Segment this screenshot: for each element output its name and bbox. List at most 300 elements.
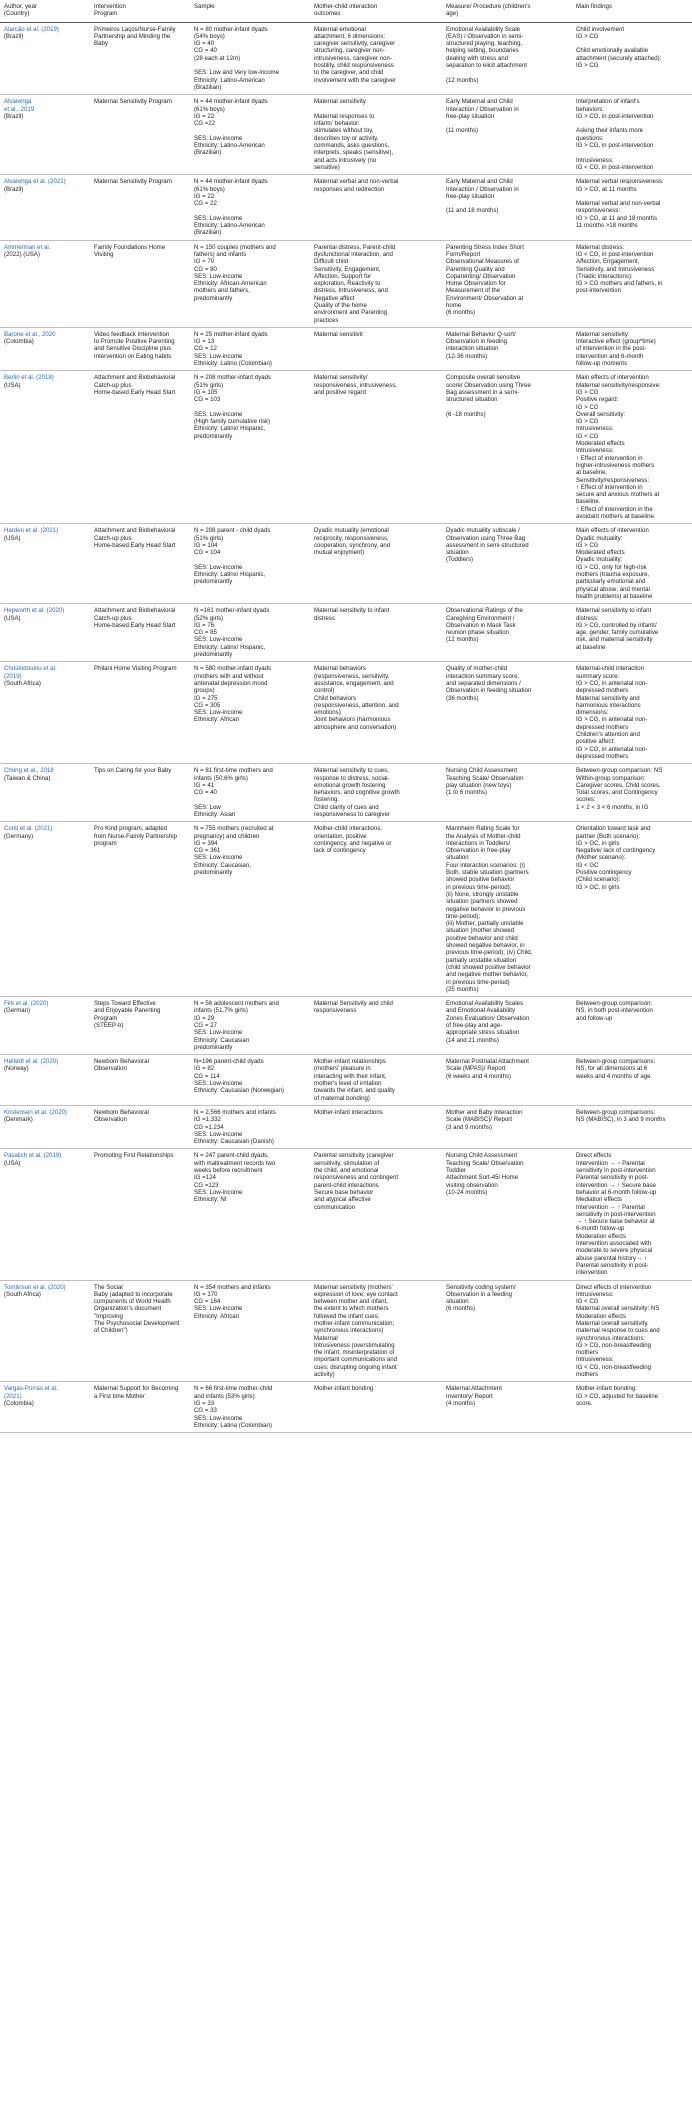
outcomes-cell: [310, 524, 442, 604]
sample-line: IG = 33: [194, 1399, 215, 1407]
author-link[interactable]: Vargas-Porras et al.: [4, 1385, 58, 1393]
sample-line: IG = 13: [194, 338, 215, 346]
outcomes-line: Maternal emotional: [314, 25, 366, 33]
findings-line: Overall sensitivity:: [576, 410, 626, 418]
measure-line: previous time-period); (iv) Child,: [446, 949, 533, 957]
table-row: [0, 371, 692, 524]
author-link[interactable]: et al., 2019: [4, 105, 36, 113]
findings-cell: [572, 764, 692, 822]
country-label: (Germany): [4, 832, 34, 840]
findings-cell: [572, 604, 692, 662]
outcomes-line: response to distress, social-: [314, 774, 390, 782]
sample-line: [194, 404, 306, 411]
sample-line: SES: Low-income: [194, 1080, 243, 1088]
outcomes-line: distress, Intrusiveness, and: [314, 287, 388, 295]
measure-line: home: [446, 301, 462, 309]
author-link[interactable]: Berlin et al. (2018): [4, 374, 54, 382]
sample-line: CG = 305: [194, 701, 221, 709]
findings-line: Maternal-child interaction: [576, 665, 645, 673]
sample-line: SES: Low-income: [194, 272, 243, 280]
measure-line: [446, 404, 568, 411]
outcomes-line: Secure base behavior: [314, 1188, 374, 1196]
sample-line: Ethnicity: Latina (Colombian): [194, 1421, 272, 1429]
findings-line: IG > CG: [576, 388, 599, 396]
measure-line: in previous time-period);: [446, 883, 512, 891]
findings-line: IG > CG: [576, 541, 599, 549]
findings-line: Dyadic mutuality:: [576, 556, 623, 564]
program-line: Program: [94, 1014, 118, 1022]
sample-line: SES: Low-income: [194, 410, 243, 418]
findings-line: Main effects of intervention: [576, 527, 649, 535]
author-link[interactable]: (2021): [4, 1392, 22, 1400]
findings-line: IG > GC, in girls: [576, 839, 620, 847]
outcomes-line: Maternal Sensitivity and child: [314, 1000, 393, 1008]
outcomes-line: Maternal sensitivity to cues,: [314, 767, 389, 775]
sample-line: CG = 85: [194, 629, 217, 637]
sample-line: (mothers with and without: [194, 672, 264, 680]
measure-line: Scale (MABISC)/ Report: [446, 1116, 513, 1124]
sample-cell: [190, 524, 310, 604]
sample-line: Ethnicity: NI: [194, 1196, 227, 1204]
author-link[interactable]: Ammerman et al.: [4, 243, 51, 251]
sample-line: CG = 80: [194, 265, 217, 273]
sample-line: N = 44 mother-infant dyads: [194, 178, 268, 186]
findings-line: physical abuse, and mental: [576, 585, 650, 593]
measure-line: situation: [446, 1298, 469, 1306]
sample-line: SES: Low-income: [194, 1188, 243, 1196]
author-link[interactable]: Alvarenga et al. (2021): [4, 178, 66, 186]
program-cell: [90, 997, 190, 1055]
sample-line: (Brazilian): [194, 149, 222, 157]
sample-line: N = 208 mother-infant dyads: [194, 374, 272, 382]
findings-line: (Child scenario):: [576, 876, 621, 884]
program-line: Partnership and Minding the: [94, 32, 171, 40]
measure-cell: [442, 327, 572, 370]
sample-line: (61% boys): [194, 105, 225, 113]
measure-line: Observation in feeding: [446, 338, 507, 346]
findings-line: ↑ Effect of intervention in the: [576, 505, 653, 513]
measure-line: situation (mother showed: [446, 927, 515, 935]
sample-line: (51% girls): [194, 534, 224, 542]
sample-line: predominantly: [194, 294, 233, 302]
findings-line: Intrusiveness:: [576, 1356, 614, 1364]
findings-line: Maternal verbal responsiveness:: [576, 178, 664, 186]
sample-line: N = 66 first-time mother-child: [194, 1385, 273, 1393]
outcomes-line: the extent to which mothers: [314, 1305, 389, 1313]
findings-line: IG > CG, at 11 and 18 months: [576, 214, 658, 222]
program-line: Attachment and Biobehavioral: [94, 374, 176, 382]
sample-line: SES: Low-income: [194, 636, 243, 644]
outcomes-line: emotions): [314, 709, 341, 717]
sample-line: [194, 207, 306, 214]
findings-line: Total scores, and Contingency: [576, 789, 658, 797]
author-cell: [0, 604, 90, 662]
findings-line: 6-month follow-up: [576, 1225, 625, 1233]
outcomes-line: environment and Parenting: [314, 309, 388, 317]
measure-line: Emotional Availability Scale: [446, 25, 521, 33]
sample-line: (51% girls): [194, 381, 224, 389]
measure-line: (iii) Mother, partially unstable: [446, 920, 524, 928]
findings-line: NS, for all dimensions at 6: [576, 1065, 648, 1073]
findings-cell: [572, 1280, 692, 1382]
program-line: and Enjoyable Parenting: [94, 1007, 161, 1015]
outcomes-line: commands, asks questions,: [314, 142, 390, 150]
sample-cell: [190, 1382, 310, 1433]
program-line: Organization's document: [94, 1305, 162, 1313]
measure-line: Quality of mother-child: [446, 665, 507, 673]
findings-cell: [572, 1149, 692, 1280]
author-link[interactable]: Barone et al., 2020: [4, 330, 56, 338]
measure-line: Observation in Mask Task: [446, 621, 516, 629]
sample-line: and infants (53% girls): [194, 1392, 255, 1400]
author-year-header: [0, 0, 90, 22]
findings-line: [576, 120, 688, 127]
table-row: [0, 997, 692, 1055]
findings-line: Intervention associated with: [576, 1240, 652, 1248]
sample-line: N = 580 mother-infant dyads: [194, 665, 272, 673]
findings-line: IG < CG, in post-intervention: [576, 250, 654, 258]
author-link[interactable]: Tomlinson et al. (2020): [4, 1283, 66, 1291]
program-line: Maternal Sensitivity Program: [94, 178, 172, 186]
measure-line: [446, 69, 568, 76]
measure-line: free-play situation: [446, 192, 495, 200]
findings-line: IG > CG: [576, 32, 599, 40]
outcomes-line: Mother-infant relationships: [314, 1058, 386, 1066]
sample-cell: [190, 1149, 310, 1280]
sample-line: N = 44 mother-infant dyads: [194, 98, 268, 106]
findings-line: Orientation toward task and: [576, 825, 651, 833]
program-cell: [90, 764, 190, 822]
measure-line: situation: [446, 854, 469, 862]
measure-line: Both, stable situation (partners: [446, 869, 529, 877]
measure-line: Environment/ Observation at: [446, 294, 524, 302]
program-cell: [90, 327, 190, 370]
sample-line: (Brazilian): [194, 83, 222, 91]
findings-line: Interpretation of infant's: [576, 98, 640, 106]
author-link[interactable]: Hepworth et al. (2020): [4, 607, 65, 615]
measure-line: (6 months): [446, 309, 476, 317]
header-line: outcomes: [314, 10, 341, 18]
header-line: Program: [94, 10, 118, 18]
sample-line: IG = 29: [194, 1014, 215, 1022]
measure-line: Nursing Child Assessment: [446, 767, 518, 775]
author-link[interactable]: (2019): [4, 672, 22, 680]
table-row: [0, 95, 692, 175]
sample-line: CG = 361: [194, 847, 221, 855]
program-line: "Improving: [94, 1312, 123, 1320]
author-cell: [0, 240, 90, 327]
table-row: [0, 1105, 692, 1148]
outcomes-line: sensitive): [314, 163, 340, 171]
sample-line: IG = 105: [194, 388, 218, 396]
country-label: (USA): [4, 381, 21, 389]
outcomes-line: Quality of the home: [314, 301, 367, 309]
measure-line: (1 to 6 months): [446, 789, 487, 797]
findings-line: weeks and 4 months of age: [576, 1072, 651, 1080]
findings-line: dimensions:: [576, 709, 609, 717]
sample-line: [194, 62, 306, 69]
header-line: Intervention: [94, 3, 126, 10]
measure-line: [446, 200, 568, 207]
findings-line: IG > CG, only for high-risk: [576, 563, 647, 571]
author-cell: [0, 1149, 90, 1280]
measure-cell: [442, 764, 572, 822]
findings-line: avoidant mothers at baseline.: [576, 513, 656, 520]
author-cell: [0, 822, 90, 997]
sample-line: N = 755 mothers (recruited at: [194, 825, 274, 833]
findings-line: Maternal verbal and non-verbal: [576, 200, 661, 208]
program-cell: [90, 1382, 190, 1433]
country-label: (Norway): [4, 1065, 29, 1073]
author-cell: [0, 524, 90, 604]
outcomes-line: responsiveness and contingent: [314, 1174, 399, 1182]
measure-cell: [442, 1055, 572, 1106]
sample-line: Ethnicity: Latino-American: [194, 142, 265, 150]
findings-line: sensitivity in post-intervention: [576, 1210, 656, 1218]
findings-line: Negative/ lack of contingency: [576, 847, 656, 855]
program-cell: [90, 1105, 190, 1148]
program-line: Philani Home Visiting Program: [94, 665, 177, 673]
outcomes-line: practices: [314, 316, 339, 324]
measure-line: (11 months): [446, 127, 479, 135]
outcomes-line: responses and redirection: [314, 185, 385, 193]
outcomes-cell: [310, 1280, 442, 1382]
measure-line: (6 -18 months): [446, 410, 486, 418]
measure-line: Home Observation for: [446, 280, 506, 288]
findings-line: Child emotionally available: [576, 47, 649, 55]
table-row: [0, 327, 692, 370]
measure-line: Early Maternal and Child: [446, 178, 513, 186]
table-row: [0, 822, 692, 997]
outcomes-line: Maternal verbal and non-verbal: [314, 178, 399, 186]
measure-line: separation to elicit attachment: [446, 62, 527, 70]
findings-line: Intrusiveness:: [576, 1290, 614, 1298]
outcomes-line: Mother-child interactions:: [314, 825, 383, 833]
measure-line: play situation (new toys): [446, 781, 512, 789]
sample-cell: [190, 240, 310, 327]
measure-line: (14 and 21 months): [446, 1036, 499, 1044]
measure-line: Inventory/ Report: [446, 1392, 493, 1400]
author-link[interactable]: Alvarenga: [4, 98, 32, 106]
findings-line: particularly emotional and: [576, 578, 646, 586]
findings-line: sensitivity in post-intervention: [576, 1167, 656, 1175]
measure-line: (3 and 9 months): [446, 1123, 493, 1131]
sample-line: N=196 parent-child dyads: [194, 1058, 264, 1066]
measure-line: situation (partners showed: [446, 898, 518, 906]
outcomes-line: Difficult child: [314, 258, 349, 266]
program-line: The Social: [94, 1283, 123, 1291]
measure-line: Dyadic mutuality subscale /: [446, 527, 520, 535]
sample-cell: [190, 662, 310, 764]
sample-line: CG = 40: [194, 47, 217, 55]
sample-line: CG = 12: [194, 345, 217, 353]
findings-line: Main effects of intervention: [576, 374, 649, 382]
measure-cell: [442, 822, 572, 997]
findings-line: mothers: [576, 1371, 599, 1379]
table-row: [0, 1382, 692, 1433]
program-line: Catch-up plus: [94, 534, 132, 542]
findings-line: 11 months >18 months: [576, 222, 638, 230]
findings-line: Between-group comparisons:: [576, 1108, 656, 1116]
findings-line: Between-group comparison:: [576, 1000, 653, 1008]
measure-cell: [442, 95, 572, 175]
measure-cell: [442, 604, 572, 662]
findings-line: Between-group comparison: NS: [576, 767, 663, 775]
findings-line: (Triadic interactions):: [576, 272, 633, 280]
outcomes-cell: [310, 604, 442, 662]
country-label: (USA): [4, 1159, 21, 1167]
measure-cell: [442, 240, 572, 327]
country-label: (South Africa): [4, 1290, 41, 1298]
findings-line: Sensitivity/responsiveness:: [576, 476, 650, 484]
findings-line: post-intervention: [576, 287, 622, 295]
findings-line: of intervention in the post-: [576, 345, 647, 353]
findings-line: Moderated effects: [576, 549, 625, 557]
measure-line: assessment in semi-structured: [446, 541, 529, 549]
country-label: (Colombia): [4, 338, 34, 346]
measure-line: Scale (MPAS)/ Report: [446, 1065, 506, 1073]
program-cell: [90, 371, 190, 524]
author-link[interactable]: Harden et al. (2021): [4, 527, 59, 535]
measure-line: Observation in a feeding: [446, 1290, 513, 1298]
findings-line: ↑ Effect of intervention in: [576, 454, 643, 462]
outcomes-line: sensitivity, stimulation of: [314, 1159, 380, 1167]
outcomes-line: communication: [314, 1203, 355, 1211]
country-label: (Colombia): [4, 1399, 34, 1407]
findings-line: Asking their infants more: [576, 127, 644, 135]
findings-line: IG > CG, in antenatal non-: [576, 745, 648, 753]
author-link[interactable]: Pasalich et al. (2019): [4, 1152, 62, 1160]
sample-line: IG = 394: [194, 839, 218, 847]
sample-line: IG = 170: [194, 1290, 218, 1298]
sample-line: Ethnicity: Caucasian,: [194, 861, 251, 869]
measure-cell: [442, 997, 572, 1055]
measure-line: Coparenting/ Observation: [446, 272, 516, 280]
program-line: Pro Kind program, adapted: [94, 825, 168, 833]
outcomes-line: expression of love; eye contact: [314, 1290, 398, 1298]
findings-line: abuse parental history→ ↑: [576, 1254, 647, 1262]
findings-line: mothers (trauma exposure,: [576, 571, 650, 579]
sample-line: SES: Low-income: [194, 1130, 243, 1138]
program-cell: [90, 1055, 190, 1106]
sample-line: predominantly: [194, 578, 233, 586]
sample-line: N = 2,566 mothers and infants: [194, 1108, 276, 1116]
table-row: [0, 524, 692, 604]
sample-line: Ethnicity: African: [194, 716, 240, 724]
table-body: [0, 22, 692, 1433]
program-line: Promoting First Relationships: [94, 1152, 174, 1160]
outcomes-line: Sensitivity, Engagement,: [314, 265, 381, 273]
findings-cell: [572, 240, 692, 327]
outcomes-line: control): [314, 687, 335, 695]
program-line: from Nurse-Family Partnership: [94, 832, 177, 840]
measure-cell: [442, 371, 572, 524]
sample-line: IG = 22: [194, 112, 215, 120]
sample-line: (52% girls): [194, 614, 224, 622]
measure-line: Observation using Three Bag: [446, 534, 526, 542]
author-link[interactable]: Chung et al., 2018: [4, 767, 54, 775]
findings-line: Mother-infant bonding:: [576, 1385, 637, 1393]
findings-line: Between-group comparisons:: [576, 1058, 656, 1066]
program-cell: [90, 662, 190, 764]
measure-line: reunion phase situation: [446, 629, 510, 637]
sample-line: N = 80 mother-infant dyads: [194, 25, 268, 33]
outcomes-line: (responsiveness, sensitivity,: [314, 672, 390, 680]
program-cell: [90, 95, 190, 175]
outcomes-line: fostering.: [314, 796, 340, 804]
sample-line: N =161 mother-infant dyads: [194, 607, 270, 615]
sample-cell: [190, 1105, 310, 1148]
sample-line: Ethnicity: Latinx/ Hispanic,: [194, 643, 266, 651]
measure-line: and Emotional Availability: [446, 1007, 515, 1015]
measure-line: (6 weeks and 4 months): [446, 1072, 512, 1080]
program-line: (STEEP-b): [94, 1022, 124, 1029]
outcomes-line: synchronous interactions): [314, 1327, 384, 1335]
measure-line: (10-24 months): [446, 1188, 488, 1196]
sample-line: SES: Low: [194, 803, 221, 811]
findings-line: maternal response to cues and: [576, 1327, 660, 1335]
program-cell: [90, 240, 190, 327]
outcomes-line: stimulates without toy,: [314, 127, 374, 135]
measure-line: (Toddlers): [446, 556, 474, 564]
sample-cell: [190, 95, 310, 175]
findings-line: Parental sensitivity in post-: [576, 1261, 649, 1269]
author-link[interactable]: Kristensen et al. (2020): [4, 1108, 68, 1116]
outcomes-line: lack of contingency: [314, 847, 366, 855]
sample-line: Ethnicity: Latino-American: [194, 222, 265, 230]
sample-line: (High family cumulative risk): [194, 418, 271, 426]
sample-line: N = 56 adolescent mothers and: [194, 1000, 279, 1008]
measure-line: (child showed positive behavior: [446, 963, 531, 971]
findings-line: [576, 193, 688, 200]
outcomes-line: mother-infant communication;: [314, 1319, 395, 1327]
author-link[interactable]: Alarcão et al. (2019): [4, 25, 59, 33]
author-link[interactable]: Christodoulou et al.: [4, 665, 57, 673]
program-line: Maternal Sensitivity Program: [94, 98, 172, 106]
outcomes-line: attachment, 6 dimensions:: [314, 32, 386, 40]
outcomes-line: hostility, child responsiveness: [314, 62, 394, 70]
sample-line: Ethnicity: Caucasian: [194, 1036, 250, 1044]
measure-line: Mother and Baby Interaction: [446, 1108, 523, 1116]
author-link[interactable]: Conti et al. (2021): [4, 825, 53, 833]
table-row: [0, 175, 692, 240]
findings-line: score.: [576, 1399, 593, 1407]
program-line: Home-based Early Head Start: [94, 541, 176, 549]
author-link[interactable]: Firk et al. (2020): [4, 1000, 49, 1008]
findings-cell: [572, 175, 692, 240]
findings-line: IG > CG, in antenatal non-: [576, 716, 648, 724]
findings-line: 1 < 2 < 3 < 6 months, in IG: [576, 803, 649, 811]
findings-line: Intervention → ↑ Parental: [576, 1159, 645, 1167]
program-line: Baby: [94, 40, 108, 48]
sample-line: (61% boys): [194, 185, 225, 193]
sample-cell: [190, 997, 310, 1055]
table-row: [0, 1055, 692, 1106]
author-link[interactable]: Høifødt et al. (2020): [4, 1058, 59, 1066]
outcomes-cell: [310, 175, 442, 240]
sample-header: [190, 0, 310, 22]
sample-line: SES: Low and Very low-income: [194, 69, 280, 77]
program-line: to Promote Positive Parenting: [94, 338, 175, 346]
findings-line: IG > CG, in post-intervention: [576, 112, 654, 120]
measure-line: Sensitivity coding system/: [446, 1283, 516, 1291]
findings-line: and follow-up: [576, 1014, 613, 1022]
findings-line: IG > CG: [576, 403, 599, 411]
outcomes-line: the child, and emotional: [314, 1167, 379, 1175]
outcomes-line: responsiveness to caregiver: [314, 810, 390, 818]
findings-line: → ↑ Secure base behavior at: [576, 1218, 655, 1226]
sample-line: predominantly: [194, 869, 233, 877]
